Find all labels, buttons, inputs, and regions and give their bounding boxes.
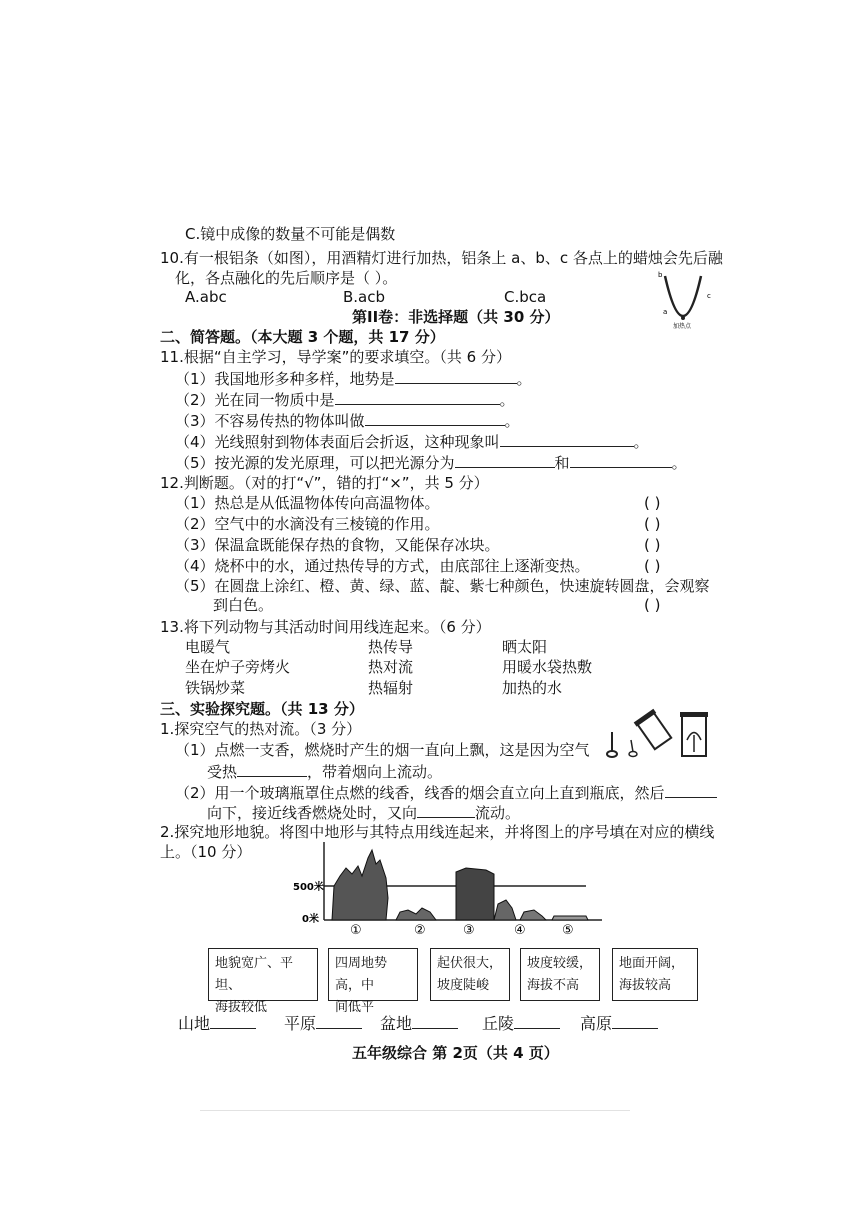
exp1-line1: （1）点燃一支香，燃烧时产生的烟一直向上飘，这是因为空气: [175, 741, 590, 759]
q12-item-1: （1）热总是从低温物体传向高温物体。: [175, 494, 440, 512]
q12-answer-4[interactable]: ( ): [644, 557, 661, 575]
sec3-title: 三、实验探究题。（共 13 分）: [160, 700, 364, 718]
q11-item-4: （4）光线照射到物体表面后会折返，这种现象叫 。: [175, 433, 649, 451]
q12-answer-3[interactable]: ( ): [644, 536, 661, 554]
q13-col3-3[interactable]: 加热的水: [502, 679, 563, 697]
feature-box-5[interactable]: 地面开阔， 海拔较高: [612, 948, 698, 1001]
sec2-title: 二、简答题。（本大题 3 个题，共 17 分）: [160, 328, 445, 346]
exp1-line4: 向下，接近线香燃烧处时，又向 流动。: [207, 804, 521, 822]
q10-option-b: B.acb: [343, 288, 386, 306]
exp1-line3: （2）用一个玻璃瓶罩住点燃的线香，线香的烟会直立向上直到瓶底，然后: [175, 783, 717, 802]
feature-box-1[interactable]: 地貌宽广、平坦、 海拔较低: [208, 948, 318, 1001]
exp2-title2: 上。（10 分）: [160, 843, 252, 861]
marker-2: ②: [414, 923, 426, 938]
q13-col3-2[interactable]: 用暖水袋热敷: [502, 658, 593, 676]
exp1-title: 1.探究空气的热对流。（3 分）: [160, 720, 362, 738]
marker-1: ①: [350, 923, 362, 938]
q11-item-5: （5）按光源的发光原理，可以把光源分为 和 。: [175, 454, 687, 472]
answer-mountain[interactable]: 山地: [178, 1014, 256, 1033]
exp1-line2: 受热 ，带着烟向上流动。: [207, 763, 443, 781]
y-label-0: 0米: [302, 914, 319, 925]
part2-title: 第II卷：非选择题（共 30 分）: [352, 308, 560, 326]
q13-col2-1[interactable]: 热传导: [368, 638, 414, 656]
q10-line2: 化，各点融化的先后顺序是（ ）。: [175, 269, 398, 287]
q13-col1-2[interactable]: 坐在炉子旁烤火: [185, 658, 291, 676]
q10-option-a: A.abc: [185, 288, 227, 306]
q12-title: 12.判断题。（对的打“√”，错的打“×”，共 5 分）: [160, 474, 489, 492]
q12-item-5: （5）在圆盘上涂红、橙、黄、绿、蓝、靛、紫七种颜色，快速旋转圆盘，会观察: [175, 577, 710, 595]
q12-answer-1[interactable]: ( ): [644, 494, 661, 512]
q12-answer-5[interactable]: ( ): [644, 596, 661, 614]
answer-hill[interactable]: 丘陵: [482, 1014, 560, 1033]
q12-item-4: （4）烧杯中的水，通过热传导的方式，由底部往上逐渐变热。: [175, 557, 590, 575]
fig-caption: 加热点: [673, 323, 692, 330]
bottom-divider: [200, 1110, 630, 1111]
marker-5: ⑤: [562, 923, 574, 938]
y-label-500: 500米: [293, 882, 324, 893]
q11-item-1: （1）我国地形多种多样，地势是 。: [175, 370, 532, 388]
answer-basin[interactable]: 盆地: [380, 1014, 458, 1033]
q11-item-3: （3）不容易传热的物体叫做 。: [175, 412, 520, 430]
q13-title: 13.将下列动物与其活动时间用线连起来。（6 分）: [160, 618, 491, 636]
q13-col2-2[interactable]: 热对流: [368, 658, 414, 676]
q13-col3-1[interactable]: 晒太阳: [502, 638, 548, 656]
q12-item-5-cont: 到白色。: [213, 596, 274, 614]
fig-label-a: a: [663, 308, 668, 316]
q9-option-c: C.镜中成像的数量不可能是偶数: [185, 225, 396, 243]
q10-line1: 10.有一根铝条（如图），用酒精灯进行加热，铝条上 a、b、c 各点上的蜡烛会先后融: [160, 249, 723, 267]
q11-title: 11.根据“自主学习，导学案”的要求填空。（共 6 分）: [160, 348, 511, 366]
q12-item-3: （3）保温盒既能保存热的食物，又能保存冰块。: [175, 536, 500, 554]
feature-box-4[interactable]: 坡度较缓， 海拔不高: [520, 948, 600, 1001]
aluminum-strip-figure: [655, 268, 715, 330]
q13-col2-3[interactable]: 热辐射: [368, 679, 414, 697]
fig-label-b: b: [658, 271, 663, 279]
answer-plateau[interactable]: 高原: [580, 1014, 658, 1033]
terrain-profile-figure: [290, 838, 610, 938]
feature-box-2[interactable]: 四周地势高，中 间低平: [328, 948, 418, 1001]
exp2-title: 2.探究地形地貌。将图中地形与其特点用线连起来，并将图上的序号填在对应的横线: [160, 823, 715, 841]
q11-item-2: （2）光在同一物质中是 。: [175, 391, 515, 409]
q10-option-c: C.bca: [504, 288, 547, 306]
fig-label-c: c: [707, 292, 711, 300]
marker-4: ④: [514, 923, 526, 938]
glass-jar-icon: [637, 710, 717, 765]
q13-col1-1[interactable]: 电暖气: [185, 638, 231, 656]
feature-box-3[interactable]: 起伏很大， 坡度陡峻: [430, 948, 510, 1001]
page-footer: 五年级综合 第 2页（共 4 页）: [352, 1044, 559, 1062]
marker-3: ③: [463, 923, 475, 938]
answer-plain[interactable]: 平原: [284, 1014, 362, 1033]
q12-answer-2[interactable]: ( ): [644, 515, 661, 533]
q13-col1-3[interactable]: 铁锅炒菜: [185, 679, 246, 697]
q12-item-2: （2）空气中的水滴没有三棱镜的作用。: [175, 515, 440, 533]
